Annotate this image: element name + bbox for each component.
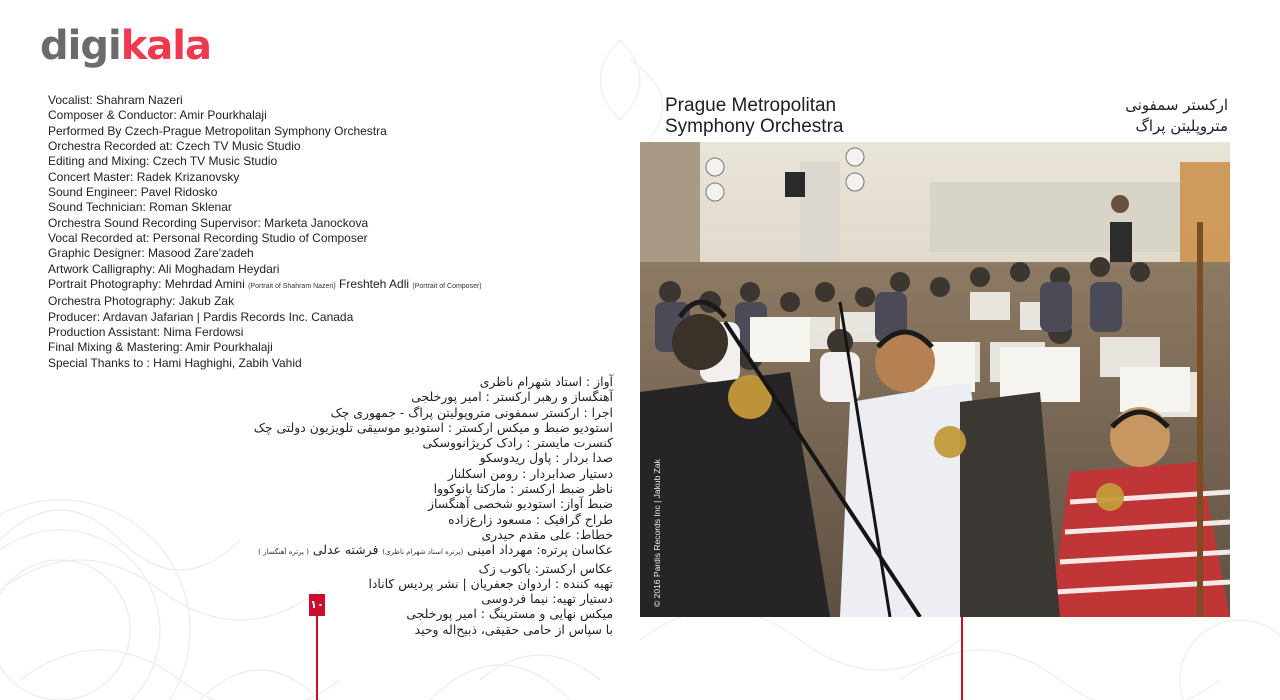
credits-persian <box>193 374 613 637</box>
credit-line: Special Thanks to : Hami Haghighi, Zabih Vahid <box>48 355 302 370</box>
credit-line-fa: ضبط آواز: استودیو شخصی آهنگساز <box>428 496 613 512</box>
logo-text-kala: kala <box>120 23 211 69</box>
credit-line: Concert Master: Radek Krizanovsky <box>48 169 240 184</box>
credits-english <box>48 93 608 371</box>
album-title-persian <box>1125 95 1228 137</box>
portrait-photographer-2: Freshteh Adli <box>339 276 410 291</box>
credit-line: Artwork Calligraphy: Ali Moghadam Heydari <box>48 261 280 276</box>
credit-line-fa: دستیار تهیه: نیما فردوسی <box>481 591 613 607</box>
credit-line: Orchestra Photography: Jakub Zak <box>48 294 235 309</box>
portrait-note-2-fa: ( پرتره آهنگساز ) <box>258 548 309 557</box>
digikala-logo <box>40 23 211 69</box>
credit-line: Producer: Ardavan Jafarian | Pardis Records Inc. Canada <box>48 309 354 324</box>
credit-line-fa: آهنگساز و رهبر ارکستر : امیر پورخلجی <box>411 389 613 405</box>
credit-line-fa: کنسرت مایستر : رادک کریژانووسکی <box>422 435 613 451</box>
page-marker-line-right <box>961 616 963 700</box>
credit-line-fa: دستیار صدابردار : رومن اسکلنار <box>447 465 613 481</box>
credit-line: Performed By Czech-Prague Metropolitan Symphony Orchestra <box>48 123 387 138</box>
page-marker-line-left <box>316 616 318 700</box>
title-fa-line-1: ارکستر سمفونی <box>1125 96 1228 114</box>
logo-text-digi: digi <box>40 23 121 69</box>
credit-line: Graphic Designer: Masood Zare'zadeh <box>48 246 254 261</box>
page-number-left: ۱۰ <box>309 594 325 616</box>
credit-line-fa: اجرا : ارکستر سمفونی متروپولیتن پراگ - جمهوری چک <box>330 404 613 420</box>
credit-line: Production Assistant: Nima Ferdowsi <box>48 324 244 339</box>
credit-line-fa: خطاط: علی مقدم حیدری <box>481 526 613 542</box>
photo-credit: © 2016 Pardis Records Inc | Jakub Zak <box>652 459 662 607</box>
credit-line: Editing and Mixing: Czech TV Music Studio <box>48 154 278 169</box>
title-fa-line-2: متروپلیتن پراگ <box>1135 117 1228 135</box>
credit-line: Orchestra Recorded at: Czech TV Music Studio <box>48 138 301 153</box>
credit-line-fa: صدا بردار : پاول ریدوسکو <box>479 450 613 466</box>
title-en-line-2: Symphony Orchestra <box>665 116 844 137</box>
portrait-photographer-2-fa: فرشته عدلی <box>312 542 379 558</box>
credit-line-fa: تهیه کننده : اردوان جعفریان | نشر پردیس کانادا <box>368 575 613 591</box>
album-title-english <box>665 95 843 137</box>
portrait-note-2: (Portrait of Composer) <box>412 282 482 290</box>
credit-line-fa: آواز : استاد شهرام ناظری <box>479 374 613 389</box>
credit-line-fa: میکس نهایی و مسترینگ : امیر پورخلجی <box>406 606 613 622</box>
title-en-line-1: Prague Metropolitan <box>665 95 837 116</box>
credit-line-fa: عکاس ارکستر: یاکوب زک <box>478 560 613 576</box>
credit-line-fa: با سپاس از حامی حقیقی، ذبیح‌اله وحید <box>414 621 613 637</box>
credit-line: Vocalist: Shahram Nazeri <box>48 93 183 107</box>
portrait-note: (Portrait of Shahram Nazeri) <box>248 282 336 290</box>
credit-line-fa-portrait <box>193 542 613 560</box>
orchestra-photo <box>640 142 1230 617</box>
credit-line: Vocal Recorded at: Personal Recording Studio of Composer <box>48 230 368 245</box>
credit-line-fa: استودیو ضبط و میکس ارکستر : استودیو موسیقی تلویزیون دولتی چک <box>253 419 613 435</box>
credit-line: Composer & Conductor: Amir Pourkhalaji <box>48 108 267 123</box>
portrait-photographer: Portrait Photography: Mehrdad Amini <box>48 276 245 291</box>
portrait-photographer-fa: عکاسان پرتره: مهرداد امینی <box>467 542 613 558</box>
credit-line-fa: ناظر ضبط ارکستر : مارکتا یانوکووا <box>433 481 613 497</box>
credit-line: Sound Technician: Roman Sklenar <box>48 200 232 215</box>
credit-line: Final Mixing & Mastering: Amir Pourkhalaji <box>48 340 273 355</box>
credit-line: Sound Engineer: Pavel Ridosko <box>48 184 218 199</box>
credit-line-fa: طراح گرافیک : مسعود زارع‌زاده <box>448 511 613 527</box>
credit-line: Orchestra Sound Recording Supervisor: Marketa Janockova <box>48 215 369 230</box>
portrait-note-fa: (پرتره استاد شهرام ناظری) <box>382 548 464 557</box>
credit-line-portrait <box>48 277 608 294</box>
